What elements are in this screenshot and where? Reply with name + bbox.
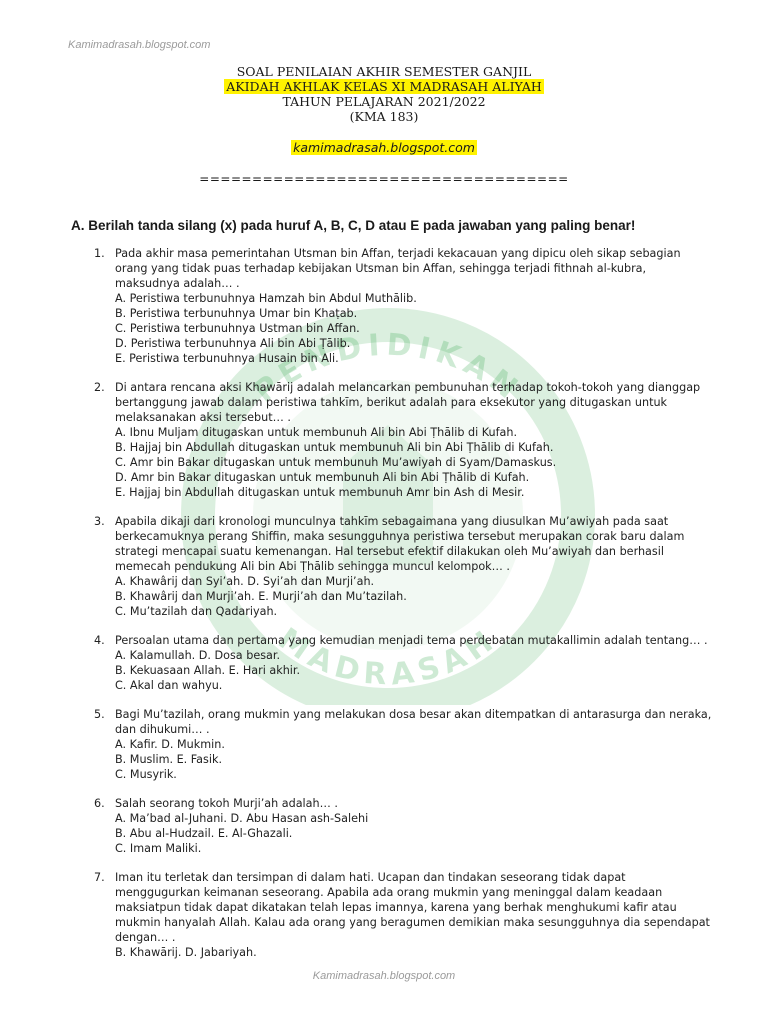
answer-option[interactable]: A. Kafir. D. Mukmin. (115, 738, 225, 751)
document-header (0, 64, 768, 155)
answer-option[interactable]: A. Ma’bad al-Juhani. D. Abu Hasan ash-Salehi (115, 812, 369, 825)
answer-option[interactable]: B. Khawārij. D. Jabariyah. (115, 946, 257, 959)
answer-option[interactable]: C. Mu’tazilah dan Qadariyah. (115, 605, 278, 618)
question-item (94, 514, 714, 619)
answer-option[interactable]: B. Peristiwa terbunuhnya Umar bin Khaṭab. (115, 307, 358, 320)
answer-option[interactable]: A. Kalamullah. D. Dosa besar. (115, 649, 281, 662)
logo-text-top: PENDIDIKAN (247, 327, 529, 410)
section-instruction: A. Berilah tanda silang (x) pada huruf A, B, C, D atau E pada jawaban yang paling benar! (71, 218, 636, 233)
question-text: Bagi Mu’tazilah, orang mukmin yang melakukan dosa besar akan ditempatkan di antarasurga dan neraka, dan dihukumi… . (115, 708, 712, 736)
question-list (94, 246, 714, 974)
header-title-line2 (0, 79, 768, 94)
answer-option[interactable]: E. Peristiwa terbunuhnya Husain bin Ali. (115, 352, 339, 365)
answer-option[interactable]: A. Ibnu Muljam ditugaskan untuk membunuh Ali bin Abi Ṭhālib di Kufah. (115, 426, 518, 439)
question-number: 5. (94, 708, 105, 721)
answer-option[interactable]: D. Peristiwa terbunuhnya Ali bin Abi Ṭālib. (115, 337, 351, 350)
question-number: 4. (94, 634, 105, 647)
header-curriculum: (KMA 183) (349, 109, 419, 124)
question-item (94, 870, 714, 960)
answer-option[interactable]: C. Peristiwa terbunuhnya Ustman bin Affan. (115, 322, 360, 335)
question-text: Di antara rencana aksi Khawārij adalah melancarkan pembunuhan terhadap tokoh-tokoh yang dianggap bertanggung jawab dalam peristiwa tahkīm, berikut adalah para eksekutor yang ditugaskan untuk melaksanakan aksi tersebut… . (115, 381, 701, 424)
question-number: 1. (94, 247, 105, 260)
answer-option[interactable]: B. Hajjaj bin Abdullah ditugaskan untuk membunuh Ali bin Abi Ṭhālib di Kufah. (115, 441, 554, 454)
header-subject-highlight: AKIDAH AKHLAK KELAS XI MADRASAH ALIYAH (226, 79, 542, 94)
answer-option[interactable]: C. Imam Maliki. (115, 842, 202, 855)
question-text: Apabila dikaji dari kronologi munculnya tahkīm sebagaimana yang diusulkan Mu’awiyah pada saat berkecamuknya perang Shiffin, maka sesungguhnya peristiwa tersebut merupakan corak baru dalam strategi mencapai suatu kemenangan. Hal tersebut efektif dilakukan oleh Mu’awiyah dan berhasil memecah pendukung Ali bin Abi Ṭhālib sehingga muncul kelompok… . (115, 515, 685, 573)
answer-option[interactable]: E. Hajjaj bin Abdullah ditugaskan untuk membunuh Amr bin Ash di Mesir. (115, 486, 525, 499)
answer-option[interactable]: B. Khawârij dan Murji’ah. E. Murji’ah dan Mu’tazilah. (115, 590, 407, 603)
answer-option[interactable]: A. Peristiwa terbunuhnya Hamzah bin Abdul Muthālib. (115, 292, 417, 305)
answer-option[interactable]: C. Musyrik. (115, 768, 177, 781)
question-item (94, 380, 714, 500)
question-number: 3. (94, 515, 105, 528)
question-text: Salah seorang tokoh Murji’ah adalah… . (115, 797, 338, 810)
header-site-link[interactable]: kamimadrasah.blogspot.com (293, 140, 475, 155)
answer-option[interactable]: D. Amr bin Bakar ditugaskan untuk membunuh Ali bin Abi Ṭhālib di Kufah. (115, 471, 530, 484)
answer-option[interactable]: B. Abu al-Hudzail. E. Al-Ghazali. (115, 827, 293, 840)
question-number: 6. (94, 797, 105, 810)
answer-option[interactable]: A. Khawârij dan Syi’ah. D. Syi’ah dan Murji’ah. (115, 575, 375, 588)
question-item (94, 707, 714, 782)
question-number: 7. (94, 871, 105, 884)
separator-line: =================================== (199, 172, 569, 186)
question-text: Pada akhir masa pemerintahan Utsman bin Affan, terjadi kekacauan yang dipicu oleh sikap sebagian orang yang tidak puas terhadap kebijakan Utsman bin Affan, sehingga terjadi fithnah al-kubra, maksudnya adalah… . (115, 247, 681, 290)
answer-option[interactable]: B. Muslim. E. Fasik. (115, 753, 223, 766)
question-text: Iman itu terletak dan tersimpan di dalam hati. Ucapan dan tindakan seseorang tidak dapat menggugurkan keimanan seseorang. Apabila ada orang mukmin yang meninggal dalam keadaan maksiatpun tidak dapat dikatakan telah lepas imannya, karena yang berhak menghukumi kafir atau mukmin hanyalah Allah. Kalau ada orang yang beragumen demikian maka sesungguhnya dia sependapat dengan… . (115, 871, 710, 944)
answer-option[interactable]: B. Kekuasaan Allah. E. Hari akhir. (115, 664, 301, 677)
header-title-line1: SOAL PENILAIAN AKHIR SEMESTER GANJIL (236, 64, 532, 79)
question-number: 2. (94, 381, 105, 394)
question-text: Persoalan utama dan pertama yang kemudian menjadi tema perdebatan mutakallimin adalah tentang… . (115, 634, 708, 647)
logo-text-bottom: MADRASAH (271, 621, 505, 693)
site-watermark-bottom: Kamimadrasah.blogspot.com (312, 970, 456, 982)
answer-option[interactable]: C. Amr bin Bakar ditugaskan untuk membunuh Mu’awiyah di Syam/Damaskus. (115, 456, 557, 469)
answer-option[interactable]: C. Akal dan wahyu. (115, 679, 223, 692)
question-item (94, 633, 714, 693)
header-year: TAHUN PELAJARAN 2021/2022 (282, 94, 486, 109)
question-item (94, 246, 714, 366)
site-watermark-top: Kamimadrasah.blogspot.com (68, 39, 211, 51)
question-item (94, 796, 714, 856)
